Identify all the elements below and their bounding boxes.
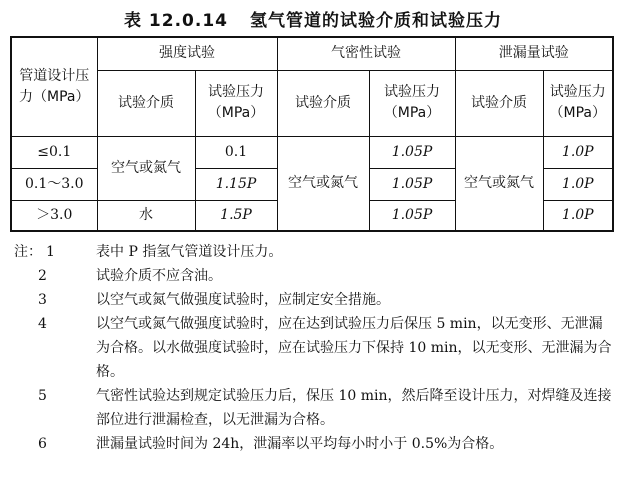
test-pressure-table: [10, 36, 614, 232]
note-text: 试验介质不应含油。: [96, 268, 222, 284]
note-number: 3: [38, 292, 47, 308]
header-airtight-pressure: 试验压力（MPa）: [369, 70, 455, 136]
table-number: 表 12.0.14: [124, 11, 228, 31]
strength-medium-gas: 空气或氮气: [97, 136, 195, 200]
note-item: [14, 432, 614, 456]
note-item: [14, 312, 614, 384]
strength-pressure-row2: 1.15P: [195, 168, 277, 200]
notes-section: [14, 240, 614, 456]
notes-label: 注：: [14, 244, 42, 260]
header-airtight-medium: 试验介质: [277, 70, 369, 136]
note-text: 以空气或氮气做强度试验时，应制定安全措施。: [96, 292, 390, 308]
strength-medium-water: 水: [97, 200, 195, 231]
note-item: [14, 240, 614, 264]
design-pressure-row2: 0.1～3.0: [11, 168, 97, 200]
airtight-medium: 空气或氮气: [277, 136, 369, 231]
airtight-pressure-row2: 1.05P: [369, 168, 455, 200]
note-number: 4: [38, 316, 47, 332]
leak-pressure-row3: 1.0P: [543, 200, 613, 231]
design-pressure-row1: ≤0.1: [11, 136, 97, 168]
note-text: 气密性试验达到规定试验压力后，保压 10 min，然后降至设计压力，对焊缝及连接部位进行泄漏检查，以无泄漏为合格。: [96, 388, 612, 428]
header-airtight-test: 气密性试验: [277, 37, 455, 70]
leak-pressure-row2: 1.0P: [543, 168, 613, 200]
airtight-pressure-row1: 1.05P: [369, 136, 455, 168]
note-number: 5: [38, 388, 47, 404]
header-strength-pressure: 试验压力（MPa）: [195, 70, 277, 136]
note-text: 以空气或氮气做强度试验时，应在达到试验压力后保压 5 min，以无变形、无泄漏为合格。以水做强度试验时，应在试验压力下保持 10 min，以无变形、无泄漏为合格。: [96, 316, 612, 380]
note-item: [14, 384, 614, 432]
note-text: 泄漏量试验时间为 24h，泄漏率以平均每小时小于 0.5%为合格。: [96, 436, 504, 452]
note-item: [14, 288, 614, 312]
note-number: 6: [38, 436, 47, 452]
table-title: [0, 6, 626, 31]
note-number: 2: [38, 268, 47, 284]
header-leak-test: 泄漏量试验: [455, 37, 613, 70]
header-strength-medium: 试验介质: [97, 70, 195, 136]
header-leak-medium: 试验介质: [455, 70, 543, 136]
strength-pressure-row1: 0.1: [195, 136, 277, 168]
header-strength-test: 强度试验: [97, 37, 277, 70]
leak-pressure-row1: 1.0P: [543, 136, 613, 168]
header-leak-pressure: 试验压力（MPa）: [543, 70, 613, 136]
strength-pressure-row3: 1.5P: [195, 200, 277, 231]
leak-medium: 空气或氮气: [455, 136, 543, 231]
header-design-pressure: 管道设计压力（MPa）: [11, 37, 97, 136]
table-caption: 氢气管道的试验介质和试验压力: [249, 11, 502, 31]
note-number: 注： 1: [14, 244, 55, 260]
note-item: [14, 264, 614, 288]
design-pressure-row3: ＞3.0: [11, 200, 97, 231]
airtight-pressure-row3: 1.05P: [369, 200, 455, 231]
note-text: 表中 P 指氢气管道设计压力。: [96, 244, 283, 260]
